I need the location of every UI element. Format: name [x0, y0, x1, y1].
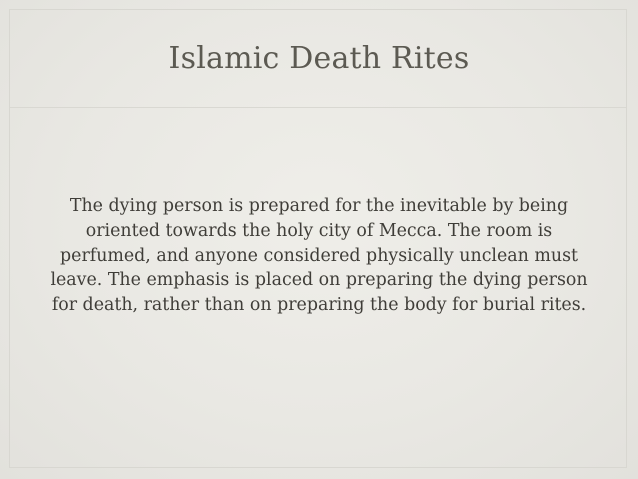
title-divider — [10, 107, 626, 108]
slide-title: Islamic Death Rites — [168, 41, 470, 76]
slide-body-text: The dying person is prepared for the inevitable by being oriented towards the holy city of Mecca. The room is perfumed, and anyone considered physically unclean must leave. The emphasis is placed on preparing the dying person for death, rather than on preparing the body for burial rites. — [50, 196, 588, 316]
